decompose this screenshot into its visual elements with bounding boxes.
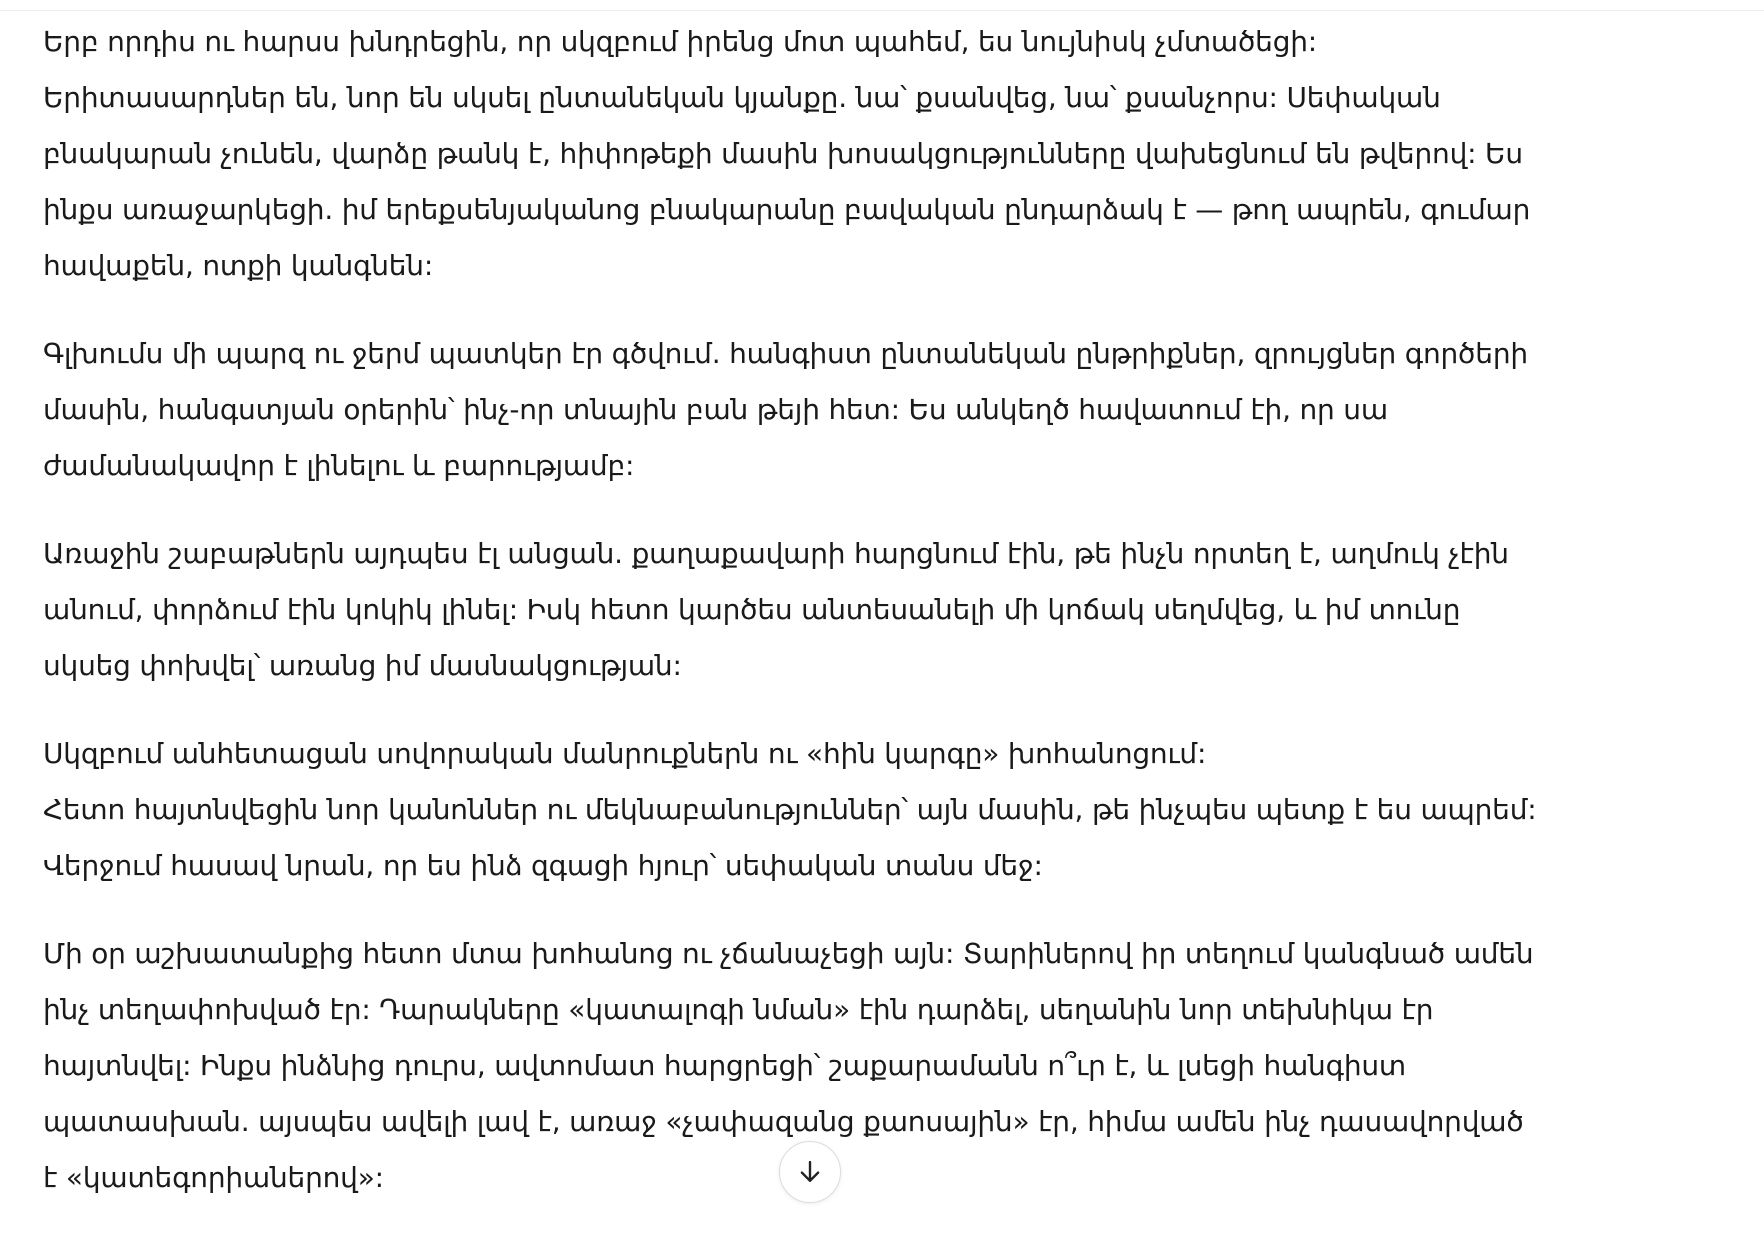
text-line: Երիտասարդներ են, նոր են սկսել ընտանեկան կյանքը. նա՝ քսանվեց, նա՝ քսանչորս: Սեփական (43, 81, 1441, 114)
text-line: հավաքեն, ոտքի կանգնեն: (43, 249, 434, 282)
text-line: Առաջին շաբաթներն այդպես էլ անցան. քաղաքավարի հարցնում էին, թե ինչն որտեղ է, աղմուկ չէին (43, 537, 1509, 570)
text-line: Մի օր աշխատանքից հետո մտա խոհանոց ու չճանաչեցի այն: Տարիներով իր տեղում կանգնած ամեն (43, 937, 1534, 970)
article-body (43, 14, 1588, 1238)
scroll-to-bottom-button[interactable] (779, 1141, 841, 1203)
paragraph-3 (43, 526, 1588, 694)
text-line: Հետո հայտնվեցին նոր կանոններ ու մեկնաբանություններ՝ այն մասին, թե ինչպես պետք է ես ապրեմ: (43, 793, 1537, 826)
text-line: բնակարան չունեն, վարձը թանկ է, հիփոթեքի մասին խոսակցությունները վախեցնում են թվերով: Ես (43, 137, 1523, 170)
text-line: հայտնվել: Ինքս ինձնից դուրս, ավտոմատ հարցրեցի՝ շաքարամանն ո՞ւր է, և լսեցի հանգիստ (43, 1049, 1406, 1082)
text-line: սկսեց փոխվել՝ առանց իմ մասնակցության: (43, 649, 682, 682)
text-line: պատասխան. այսպես ավելի լավ է, առաջ «չափազանց քաոսային» էր, հիմա ամեն ինչ դասավորված (43, 1105, 1524, 1138)
text-line: Սկզբում անհետացան սովորական մանրուքներն ու «հին կարգը» խոհանոցում: (43, 737, 1207, 770)
text-line: Երբ որդիս ու հարսս խնդրեցին, որ սկզբում իրենց մոտ պահեմ, ես նույնիսկ չմտածեցի: (43, 25, 1318, 58)
paragraph-2 (43, 326, 1588, 494)
text-line: Վերջում հասավ նրան, որ ես ինձ զգացի հյուր՝ սեփական տանս մեջ: (43, 849, 1043, 882)
paragraph-4 (43, 726, 1588, 894)
text-line: մասին, հանգստյան օրերին՝ ինչ-որ տնային բան թեյի հետ: Ես անկեղծ հավատում էի, որ սա (43, 393, 1388, 426)
text-line: ինքս առաջարկեցի. իմ երեքսենյականոց բնակարանը բավական ընդարձակ է — թող ապրեն, գումար (43, 193, 1531, 226)
text-line: ինչ տեղափոխված էր: Դարակները «կատալոգի նման» էին դարձել, սեղանին նոր տեխնիկա էր (43, 993, 1434, 1026)
text-line: ժամանակավոր է լինելու և բարությամբ: (43, 449, 635, 482)
top-divider (0, 10, 1764, 11)
text-line: Գլխումս մի պարզ ու ջերմ պատկեր էր գծվում. հանգիստ ընտանեկան ընթրիքներ, զրույցներ գործերի (43, 337, 1528, 370)
paragraph-1 (43, 14, 1588, 294)
text-line: անում, փորձում էին կոկիկ լինել: Իսկ հետո կարծես անտեսանելի մի կոճակ սեղմվեց, և իմ տունը (43, 593, 1461, 626)
text-line: է «կատեգորիաներով»: (43, 1161, 384, 1194)
arrow-down-icon (795, 1157, 825, 1187)
